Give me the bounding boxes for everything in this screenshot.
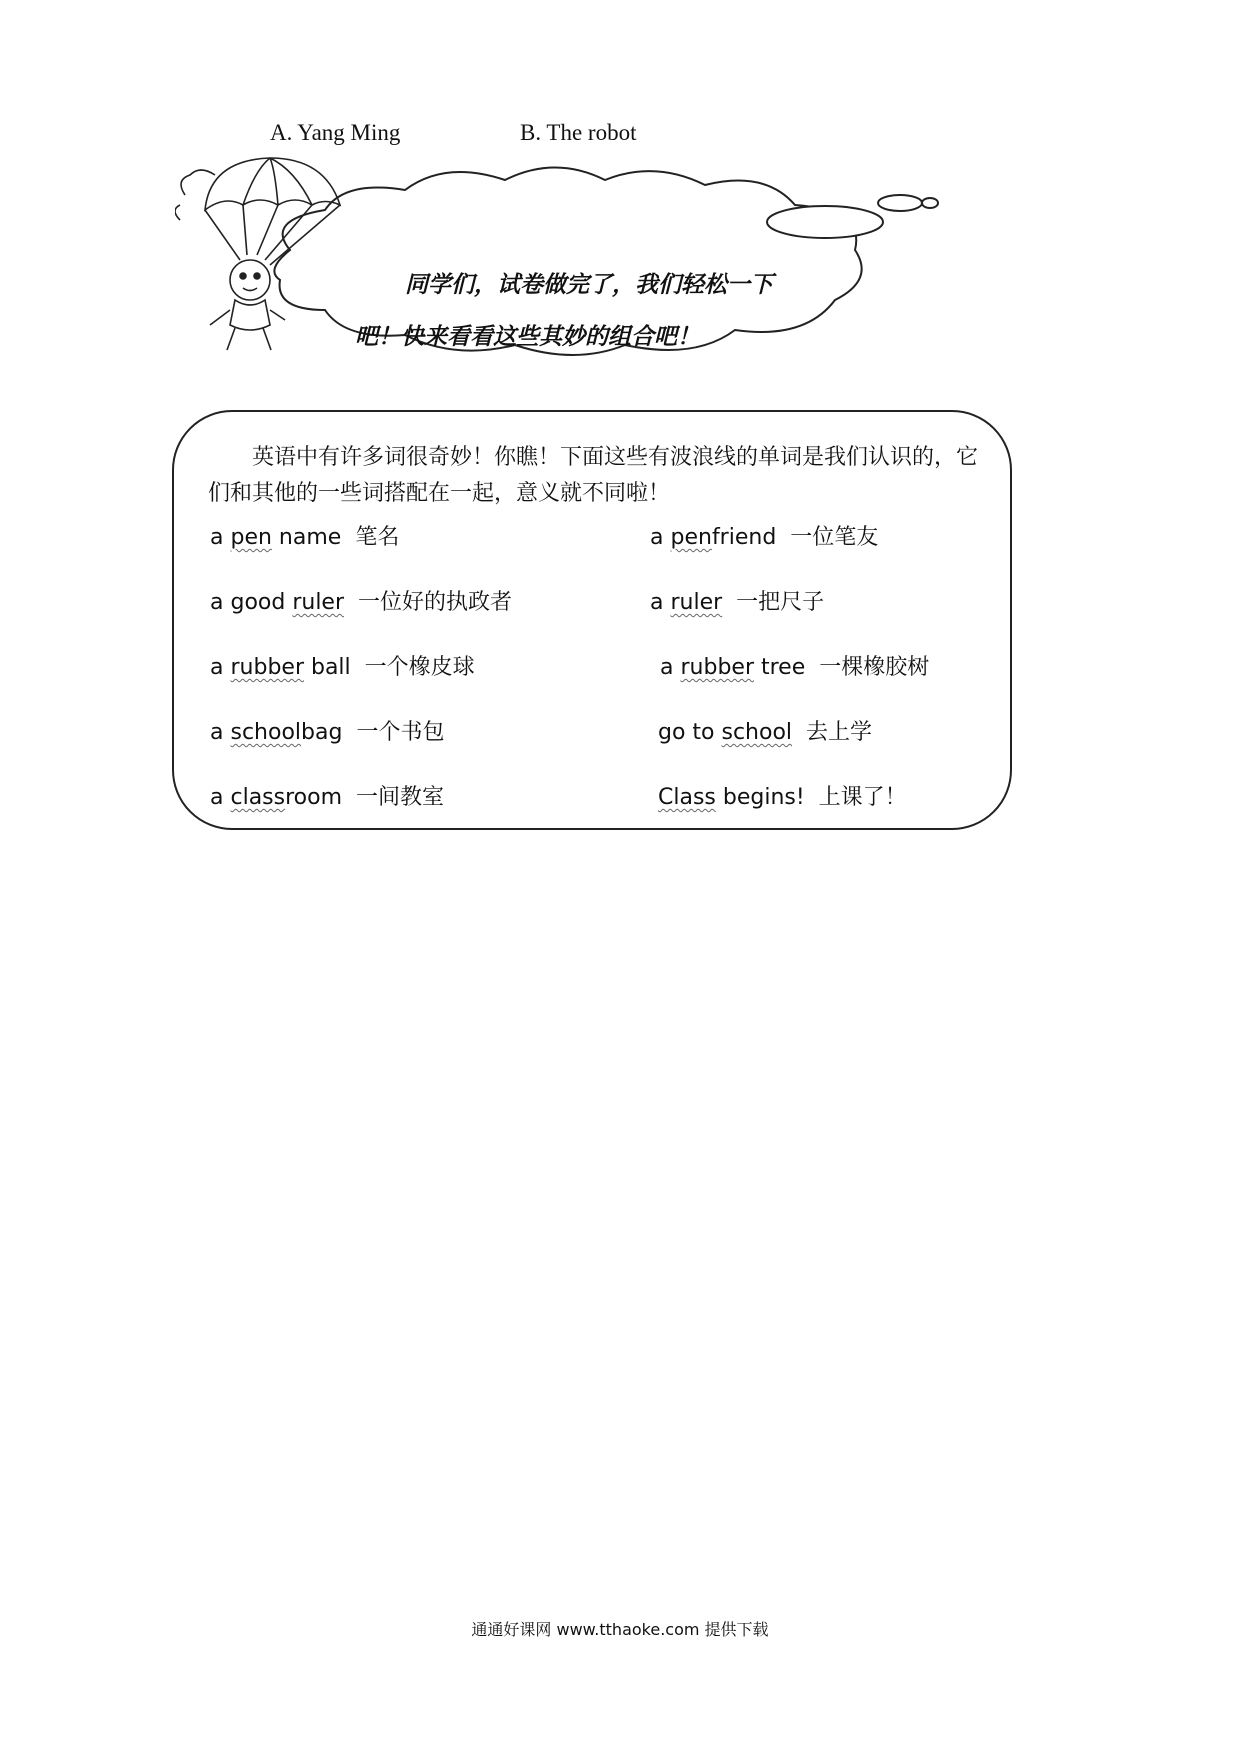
phrase-suffix: tree	[753, 655, 806, 680]
phrase-keyword: pen	[230, 525, 272, 550]
phrase-prefix: a good	[210, 590, 293, 615]
phrase-keyword: Class	[658, 785, 716, 810]
phrase-item	[660, 650, 929, 681]
phrase-meaning: 一个橡皮球	[350, 655, 475, 680]
phrase-item	[658, 715, 872, 746]
phrase-item	[650, 585, 824, 616]
phrase-suffix: begins!	[715, 785, 805, 810]
phrase-meaning: 去上学	[792, 720, 873, 745]
phrase-suffix: ball	[303, 655, 351, 680]
phrase-suffix: name	[271, 525, 342, 550]
phrase-item	[210, 585, 512, 616]
phrase-prefix: a	[650, 590, 671, 615]
phrase-meaning: 一位好的执政者	[344, 590, 513, 615]
phrase-prefix: a	[210, 785, 231, 810]
phrase-item	[650, 520, 878, 551]
phrase-suffix: bag	[301, 720, 343, 745]
phrase-item	[210, 715, 444, 746]
phrase-keyword: rubber	[230, 655, 304, 680]
phrase-suffix: room	[285, 785, 343, 810]
phrase-item	[210, 650, 475, 681]
option-a: A. Yang Ming	[270, 120, 401, 145]
phrase-prefix: a	[210, 720, 231, 745]
phrase-keyword: rubber	[680, 655, 754, 680]
phrase-item	[210, 520, 399, 551]
phrase-meaning: 一棵橡胶树	[805, 655, 930, 680]
phrase-meaning: 一位笔友	[776, 525, 879, 550]
phrase-keyword: ruler	[670, 590, 723, 615]
phrase-item	[210, 780, 444, 811]
phrase-prefix: a	[210, 525, 231, 550]
phrase-keyword: class	[230, 785, 286, 810]
phrase-meaning: 一个书包	[342, 720, 445, 745]
phrase-prefix: a	[660, 655, 681, 680]
intro-text: 英语中有许多词很奇妙！你瞧！下面这些有波浪线的单词是我们认识的，它们和其他的一些词搭配在一起，意义就不同啦！	[208, 445, 979, 506]
cloud-line-1: 同学们，试卷做完了，我们轻松一下	[405, 272, 773, 298]
phrase-prefix: a	[210, 655, 231, 680]
option-b: B. The robot	[520, 120, 637, 145]
phrase-keyword: school	[230, 720, 302, 745]
phrase-prefix: a	[650, 525, 671, 550]
phrase-meaning: 笔名	[341, 525, 400, 550]
phrase-meaning: 上课了！	[804, 785, 907, 810]
phrase-item	[658, 780, 907, 811]
phrase-meaning: 一把尺子	[722, 590, 825, 615]
footer-text: 通通好课网 www.tthaoke.com 提供下载	[471, 1620, 769, 1639]
cloud-line-2: 吧！快来看看这些其妙的组合吧！	[355, 324, 700, 350]
phrase-meaning: 一间教室	[342, 785, 445, 810]
phrase-keyword: ruler	[292, 590, 345, 615]
phrase-keyword: school	[721, 720, 793, 745]
phrase-prefix: go to	[658, 720, 722, 745]
phrase-suffix: friend	[711, 525, 777, 550]
phrase-keyword: pen	[670, 525, 712, 550]
